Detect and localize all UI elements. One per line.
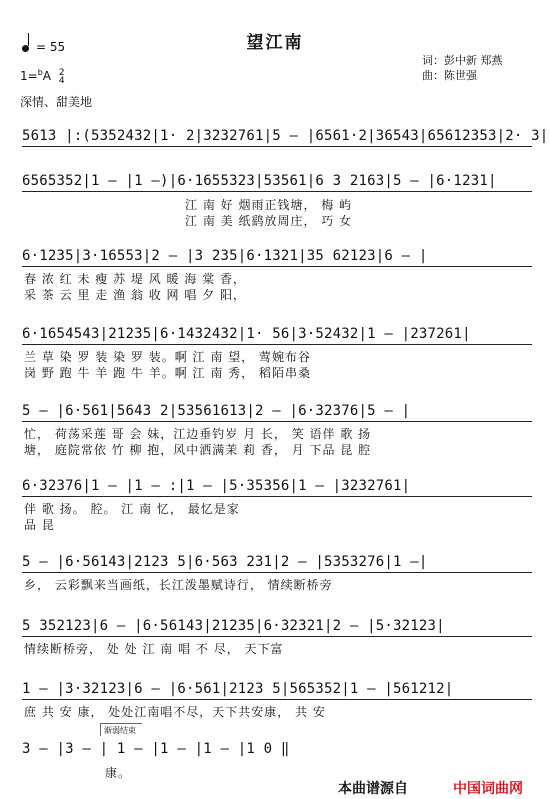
time-signature xyxy=(59,69,65,85)
notation-row: 5 — |6·561|5643 2|53561613|2 — |6·32376|5 — | xyxy=(22,403,411,419)
fadeout-marking: 渐弱结束 xyxy=(100,723,142,736)
notation-row: 6565352|1 — |1 —)|6·1655323|53561|6 3 2163|5 — |6·1231| xyxy=(22,173,497,189)
tempo-value: = 55 xyxy=(36,40,66,54)
notation-row: 6·32376|1 — |1 — :|1 — |5·35356|1 — |3232761| xyxy=(22,478,411,494)
notation-row: 5 — |6·56143|2123 5|6·563 231|2 — |5353276|1 —| xyxy=(22,554,428,570)
lyric-line: 情续断桥旁， 处 处 江 南 唱 不 尽， 天下富 xyxy=(24,642,284,656)
key-note: A xyxy=(42,69,51,83)
beam-line xyxy=(22,636,532,637)
lyric-line: 乡， 云彩飘来当画纸，长江泼墨赋诗行， 情续断桥旁 xyxy=(24,578,333,592)
lyric-line: 岗 野 跑 牛 羊 跑 牛 羊。啊 江 南 秀， 稻陌串桑 xyxy=(24,366,311,380)
beam-line xyxy=(22,572,532,573)
time-bottom: 4 xyxy=(58,75,65,86)
lyric-line: 江 南 美 纸鹞放周庄， 巧 女 xyxy=(185,214,353,228)
beam-line xyxy=(22,146,532,147)
note-stem xyxy=(28,33,29,46)
beam-line xyxy=(22,421,532,422)
lyric-line: 江 南 好 烟雨正钱塘， 梅 屿 xyxy=(185,198,353,212)
lyric-line: 康。 xyxy=(105,766,132,780)
lyricist: 词：彭中新 郑燕 xyxy=(422,54,503,67)
lyric-line: 伴 歌 扬。 腔。 江 南 忆， 最忆是家 xyxy=(24,502,240,516)
key-signature xyxy=(20,68,65,85)
lyric-line: 春 浓 红 未 瘦 苏 堤 风 暖 海 棠 香， xyxy=(24,272,246,286)
tempo-marking xyxy=(22,38,65,54)
lyric-line: 品 昆 xyxy=(24,518,55,532)
notation-row: 1 — |3·32123|6 — |6·561|2123 5|565352|1 — |561212| xyxy=(22,681,454,697)
beam-line xyxy=(22,496,532,497)
key-label: 1= xyxy=(20,69,38,83)
site-watermark[interactable]: 中国词曲网 xyxy=(453,781,523,797)
notation-row: 3 — |3 — | 1 — |1 — |1 — |1 0 ‖ xyxy=(22,741,290,757)
expression-marking: 深情、甜美地 xyxy=(20,95,93,109)
lyric-line: 采 茶 云 里 走 渔 翁 收 网 唱 夕 阳， xyxy=(24,288,246,302)
notation-row: 6·1235|3·16553|2 — |3 235|6·1321|35 62123|6 — | xyxy=(22,248,428,264)
lyric-line: 塘， 庭院常依 竹 柳 抱，风中洒满茉 莉 香， 月 下品 昆 腔 xyxy=(24,443,372,457)
flat-sign: b xyxy=(37,68,43,77)
beam-line xyxy=(22,266,532,267)
time-top: 2 xyxy=(58,67,65,78)
lyric-line: 庶 共 安 康， 处处江南唱不尽，天下共安康， 共 安 xyxy=(24,705,326,719)
beam-line xyxy=(22,699,532,700)
lyric-line: 兰 草 染 罗 装 染 罗 装。啊 江 南 望， 莺婉布谷 xyxy=(24,350,311,364)
notation-row: 5 352123|6 — |6·56143|21235|6·32321|2 — |5·32123| xyxy=(22,618,445,634)
credits xyxy=(422,53,503,83)
beam-line xyxy=(22,344,532,345)
notation-row: 6·1654543|21235|6·1432432|1· 56|3·52432|1 — |237261| xyxy=(22,326,471,342)
notation-row: 5613 |:(5352432|1· 2|3232761|5 — |6561·2|36543|65612353|2· 3| xyxy=(22,128,549,144)
beam-line xyxy=(22,191,532,192)
song-title: 望江南 xyxy=(246,33,304,53)
composer: 曲：陈世强 xyxy=(422,69,477,82)
source-watermark: 本曲谱源自 xyxy=(338,781,408,797)
lyric-line: 忙， 荷荡采莲 哥 会 妹，江边垂钓岁 月 长， 笑 语伴 歌 扬 xyxy=(24,427,372,441)
